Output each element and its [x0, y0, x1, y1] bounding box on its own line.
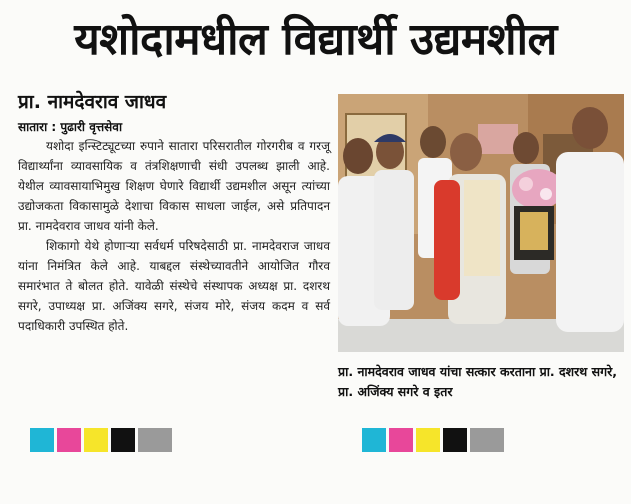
- photo-caption: प्रा. नामदेवराव जाधव यांचा सत्कार करताना प्रा. दशरथ सगरे, प्रा. अजिंक्य सगरे व इतर: [338, 364, 617, 399]
- cyan-swatch: [362, 428, 386, 452]
- magenta-swatch: [57, 428, 81, 452]
- author-byline: प्रा. नामदेवराव जाधव: [18, 91, 167, 113]
- article-body: [18, 136, 330, 336]
- article-paragraph-2: शिकागो येथे होणाऱ्या सर्वधर्म परिषदेसाठी प्रा. नामदेवराज जाधव यांना निमंत्रित केले आहे. याबद्दल संस्थेच्यावतीने आयोजित गौरव समारंभात ते बोलत होते. यावेळी संस्थेचे संस्थापक अध्यक्ष प्रा. दशरथ सगरे, उपाध्यक्ष प्रा. अजिंक्य सगरे, संजय मोरे, संजय कदम व सर्व पदाधिकारी उपस्थित होते.: [18, 239, 330, 333]
- article-paragraph-1: यशोदा इन्स्टिट्यूटच्या रुपाने सातारा परिसरातील गोरगरीब व गरजू विद्यार्थ्यांना व्यावसायिक व तंत्रशिक्षणाची संधी उपलब्ध झाली आहे. येथील व्यावसायाभिमुख शिक्षण घेणारे विद्यार्थी उद्यमशील असून त्यांच्या उद्योजकता विकासामुळे देशाचा विकास साधला जाईल, असे प्रतिपादन प्रा. नामदेवराव जाधव यांनी केले.: [18, 139, 330, 233]
- gray-swatch: [138, 428, 172, 452]
- black-swatch: [443, 428, 467, 452]
- color-registration-bar-right: [362, 428, 507, 452]
- headline: यशोदामधील विद्यार्थी उद्यमशील: [74, 14, 557, 65]
- dateline: सातारा : पुढारी वृत्तसेवा: [18, 120, 123, 134]
- color-registration-bar-left: [30, 428, 175, 452]
- felicitation-photo: [338, 94, 624, 352]
- yellow-swatch: [84, 428, 108, 452]
- black-swatch: [111, 428, 135, 452]
- gray-swatch: [470, 428, 504, 452]
- magenta-swatch: [389, 428, 413, 452]
- cyan-swatch: [30, 428, 54, 452]
- yellow-swatch: [416, 428, 440, 452]
